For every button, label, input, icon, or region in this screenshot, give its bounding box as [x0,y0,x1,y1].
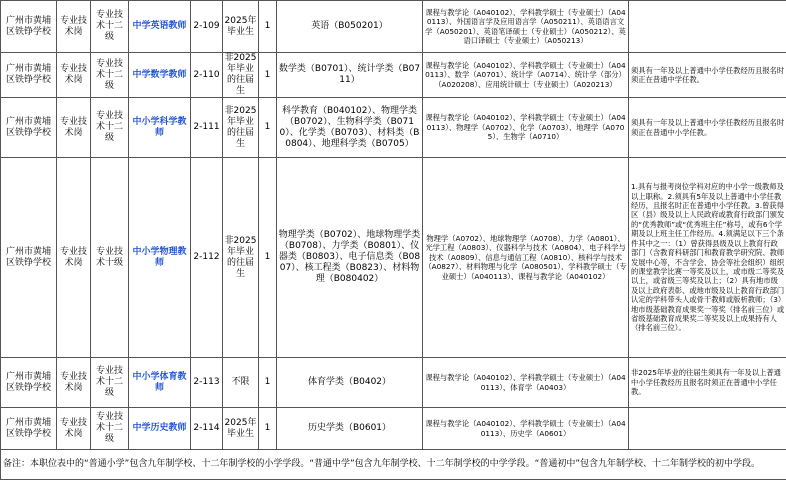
grad-major-cell: 课程与教学论（A040102）、学科教学硕士（专业硕士）（A040113）、历史学（A0601） [423,408,629,450]
count-cell: 1 [259,408,277,450]
post-name-cell: 中小学科学教师 [129,98,191,158]
target-cell: 非2025年毕业的往届生 [223,53,259,98]
category-cell: 专业技术岗 [57,408,91,450]
table-row [1,53,786,98]
code-cell: 2-114 [191,408,223,450]
count-cell: 1 [259,1,277,53]
level-cell: 专业技术十二级 [91,53,129,98]
grad-major-cell: 课程与教学论（A040102）、学科教学硕士（专业硕士）（A040113）、外国语言学及应用语言学（A050211）、英语语言文学（A050201）、英语笔译硕士（专业硕士）（A050212）、英语口译硕士（专业硕士）（A050213） [423,1,629,53]
category-cell: 专业技术岗 [57,1,91,53]
grad-major-cell: 课程与教学论（A040102）、学科教学硕士（专业硕士）（A040113）、数学（A0701）、统计学（A0714）、统计学（部分）（A020208）、应用统计硕士（专业硕士）（A020213） [423,53,629,98]
grad-major-cell: 课程与教学论（A040102）、学科教学硕士（专业硕士）（A040113）、物理学（A0702）、化学（A0703）、地理学（A0705）、生物学（A0710） [423,98,629,158]
post-name-cell: 中学英语教师 [129,1,191,53]
unit-cell: 广州市黄埔区铁铮学校 [1,158,57,358]
post-name-cell: 中小学体育教师 [129,358,191,408]
unit-cell: 广州市黄埔区铁铮学校 [1,408,57,450]
code-cell: 2-109 [191,1,223,53]
undergrad-major-cell: 物理学类（B0702）、地球物理学类（B0708）、力学类（B0801）、仪器类（B0803）、电子信息类（B0807）、核工程类（B0823）、材料物理（B080402） [277,158,423,358]
target-cell: 不限 [223,358,259,408]
target-cell: 非2025年毕业的往届生 [223,98,259,158]
table-row [1,450,786,480]
table-row [1,1,786,53]
count-cell: 1 [259,158,277,358]
count-cell: 1 [259,358,277,408]
target-cell: 2025年毕业生 [223,1,259,53]
grad-major-cell: 课程与教学论（A040102）、学科教学硕士（专业硕士）（A040113）、体育学（A0403） [423,358,629,408]
target-cell: 2025年毕业生 [223,408,259,450]
other-req-cell [629,1,786,53]
table-row [1,408,786,450]
undergrad-major-cell: 历史学类（B0601） [277,408,423,450]
table-row [1,98,786,158]
category-cell: 专业技术岗 [57,158,91,358]
footnote: 备注：本职位表中的“普通小学”包含九年制学校、十二年制学校的小学学段。“普通中学”包含九年制学校、十二年制学校的中学学段。“普通初中”包含九年制学校、十二年制学校的初中学段。 [1,450,786,480]
other-req-cell [629,408,786,450]
post-name-cell: 中小学物理教师 [129,158,191,358]
category-cell: 专业技术岗 [57,98,91,158]
target-cell: 非2025年毕业的往届生 [223,158,259,358]
undergrad-major-cell: 体育学类（B0402） [277,358,423,408]
undergrad-major-cell: 英语（B050201） [277,1,423,53]
other-req-cell: 须具有一年及以上普通中小学任教经历且报名时须正在普通中学任教。 [629,53,786,98]
unit-cell: 广州市黄埔区铁铮学校 [1,1,57,53]
code-cell: 2-112 [191,158,223,358]
post-name-cell: 中学数学教师 [129,53,191,98]
code-cell: 2-113 [191,358,223,408]
level-cell: 专业技术十级 [91,158,129,358]
count-cell: 1 [259,53,277,98]
other-req-cell: 1.具有与报考岗位学科对应的中小学一级教师及以上职称。2.须具有5年及以上普通中小学任教经历，且报名时正在普通中小学任教。3.曾获得区（县）级及以上人民政府或教育行政部门颁发的“优秀教师”或“优秀班主任”称号，或有6个学期及以上班主任工作经历。4.须满足以下三个条件其中之一：（1）曾获得县级及以上教育行政部门（含教育科研部门和教育教学研究院、教师发展中心等，不含学会、协会等社会组织）组织的课堂教学比赛一等奖及以上，或市级二等奖及以上，或省级三等奖及以上；（2）具有地市级及以上政府表彰、或地市级及以上教育行政部门认定的学科带头人或骨干教师或版析教师；（3）地市级基础教育成果奖一等奖（排名前三位）或省级基础教育成果奖二等奖及以上成果持有人（排名前三位）。 [629,158,786,358]
level-cell: 专业技术十二级 [91,408,129,450]
code-cell: 2-111 [191,98,223,158]
other-req-cell: 非2025年毕业的往届生须具有一年及以上普通中小学任教经历且报名时须正在普通中小学任教。 [629,358,786,408]
grad-major-cell: 物理学（A0702）、地球物理学（A0708）、力学（A0801）、光学工程（A0803）、仪器科学与技术（A0804）、电子科学与技术（A0809）、信息与通信工程（A0810）、核科学与技术（A0827）、材料物理与化学（A080501）、学科教学硕士（专业硕士）（A040113）、课程与教学论（A040102） [423,158,629,358]
table-row [1,158,786,358]
category-cell: 专业技术岗 [57,358,91,408]
unit-cell: 广州市黄埔区铁铮学校 [1,98,57,158]
other-req-cell: 须具有一年及以上普通中小学任教经历且报名时须正在普通中小学任教。 [629,98,786,158]
undergrad-major-cell: 数学类（B0701）、统计学类（B0711） [277,53,423,98]
level-cell: 专业技术十二级 [91,1,129,53]
unit-cell: 广州市黄埔区铁铮学校 [1,53,57,98]
table-row [1,358,786,408]
level-cell: 专业技术十二级 [91,358,129,408]
count-cell: 1 [259,98,277,158]
unit-cell: 广州市黄埔区铁铮学校 [1,358,57,408]
category-cell: 专业技术岗 [57,53,91,98]
code-cell: 2-110 [191,53,223,98]
undergrad-major-cell: 科学教育（B040102）、物理学类（B0702）、生物科学类（B0710）、化学类（B0703）、材料类（B0804）、地理科学类（B0705） [277,98,423,158]
level-cell: 专业技术十二级 [91,98,129,158]
post-name-cell: 中学历史教师 [129,408,191,450]
